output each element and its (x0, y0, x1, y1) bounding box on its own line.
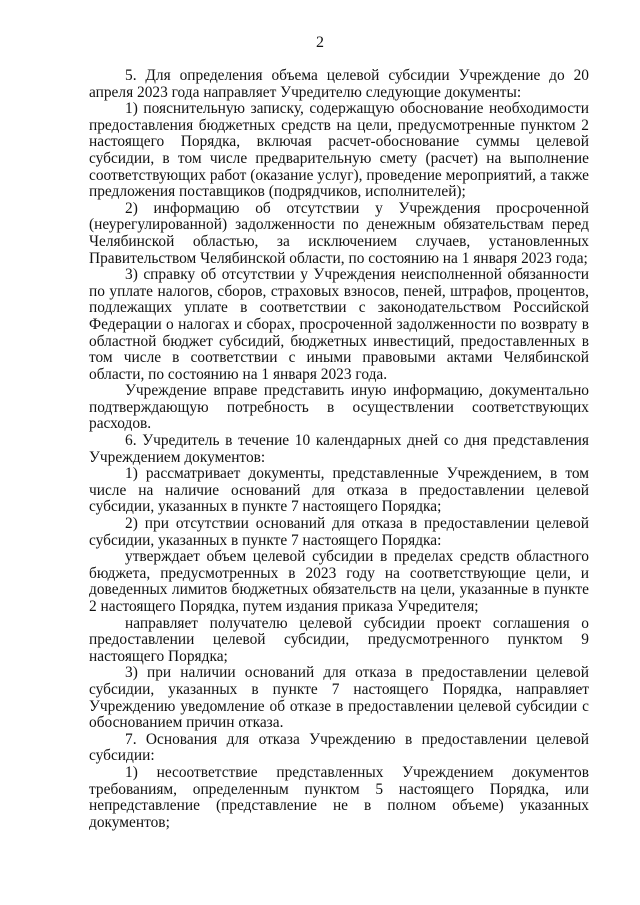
paragraph-5-item-2: 2) информацию об отсутствии у Учреждения просроченной (неурегулированной) задолженности по денежным обязательствам перед Челябинской областью, за исключением случаев, установленных Правительством Челябинской области, по состоянию на 1 января 2023 года; (89, 199, 589, 267)
paragraph-6-item-2-action-2: направляет получателю целевой субсидии проект соглашения о предоставлении целевой субсидии, предусмотренного пунктом 9 настоящего Порядка; (89, 614, 589, 665)
paragraph-5-item-3: 3) справку об отсутствии у Учреждения неисполненной обязанности по уплате налогов, сборов, страховых взносов, пеней, штрафов, процентов, подлежащих уплате в соответствии с законодательством Российской Федерации о налогах и сборах, просроченной задолженности по возврату в областной бюджет субсидий, бюджетных инвестиций, предоставленных в том числе в соответствии с иными правовыми актами Челябинской области, по состоянию на 1 января 2023 года. (89, 266, 589, 383)
paragraph-7-item-1: 1) несоответствие представленных Учреждением документов требованиям, определенным пунктом 5 настоящего Порядка, или непредставление (представление не в полном объеме) указанных документов; (89, 763, 589, 831)
paragraph-7: 7. Основания для отказа Учреждению в предоставлении целевой субсидии: (89, 730, 589, 765)
paragraph-5-item-1: 1) пояснительную записку, содержащую обоснование необходимости предоставления бюджетных средств на цели, предусмотренные пунктом 2 настоящего Порядка, включая расчет-обоснование суммы целевой субсидии, в том числе предварительную смету (расчет) на выполнение соответствующих работ (оказание услуг), проведение мероприятий, а также предложения поставщиков (подрядчиков, исполнителей); (89, 100, 589, 201)
paragraph-6-item-1: 1) рассматривает документы, представленные Учреждением, в том числе на наличие оснований для отказа в предоставлении целевой субсидии, указанных в пункте 7 настоящего Порядка; (89, 465, 589, 516)
paragraph-6-item-3: 3) при наличии оснований для отказа в предоставлении целевой субсидии, указанных в пункте 7 настоящего Порядка, направляет Учреждению уведомление об отказе в предоставлении целевой субсидии с обоснованием причин отказа. (89, 664, 589, 732)
paragraph-6-item-2-action-1: утверждает объем целевой субсидии в пределах средств областного бюджета, предусмотренных в 2023 году на соответствующие цели, и доведенных лимитов бюджетных обязательств на цели, указанные в пункте 2 настоящего Порядка, путем издания приказа Учредителя; (89, 548, 589, 615)
paragraph-6-item-2: 2) при отсутствии оснований для отказа в предоставлении целевой субсидии, указанных в пункте 7 настоящего Порядка: (89, 515, 589, 549)
paragraph-5: 5. Для определения объема целевой субсидии Учреждение до 20 апреля 2023 года направляет Учредителю следующие документы: (89, 67, 589, 101)
document-body (89, 68, 589, 831)
page-number: 2 (316, 34, 324, 51)
paragraph-6: 6. Учредитель в течение 10 календарных дней со дня представления Учреждением документов: (89, 432, 589, 466)
paragraph-5-note: Учреждение вправе представить иную информацию, документально подтверждающую потребность в осуществлении соответствующих расходов. (89, 382, 589, 433)
